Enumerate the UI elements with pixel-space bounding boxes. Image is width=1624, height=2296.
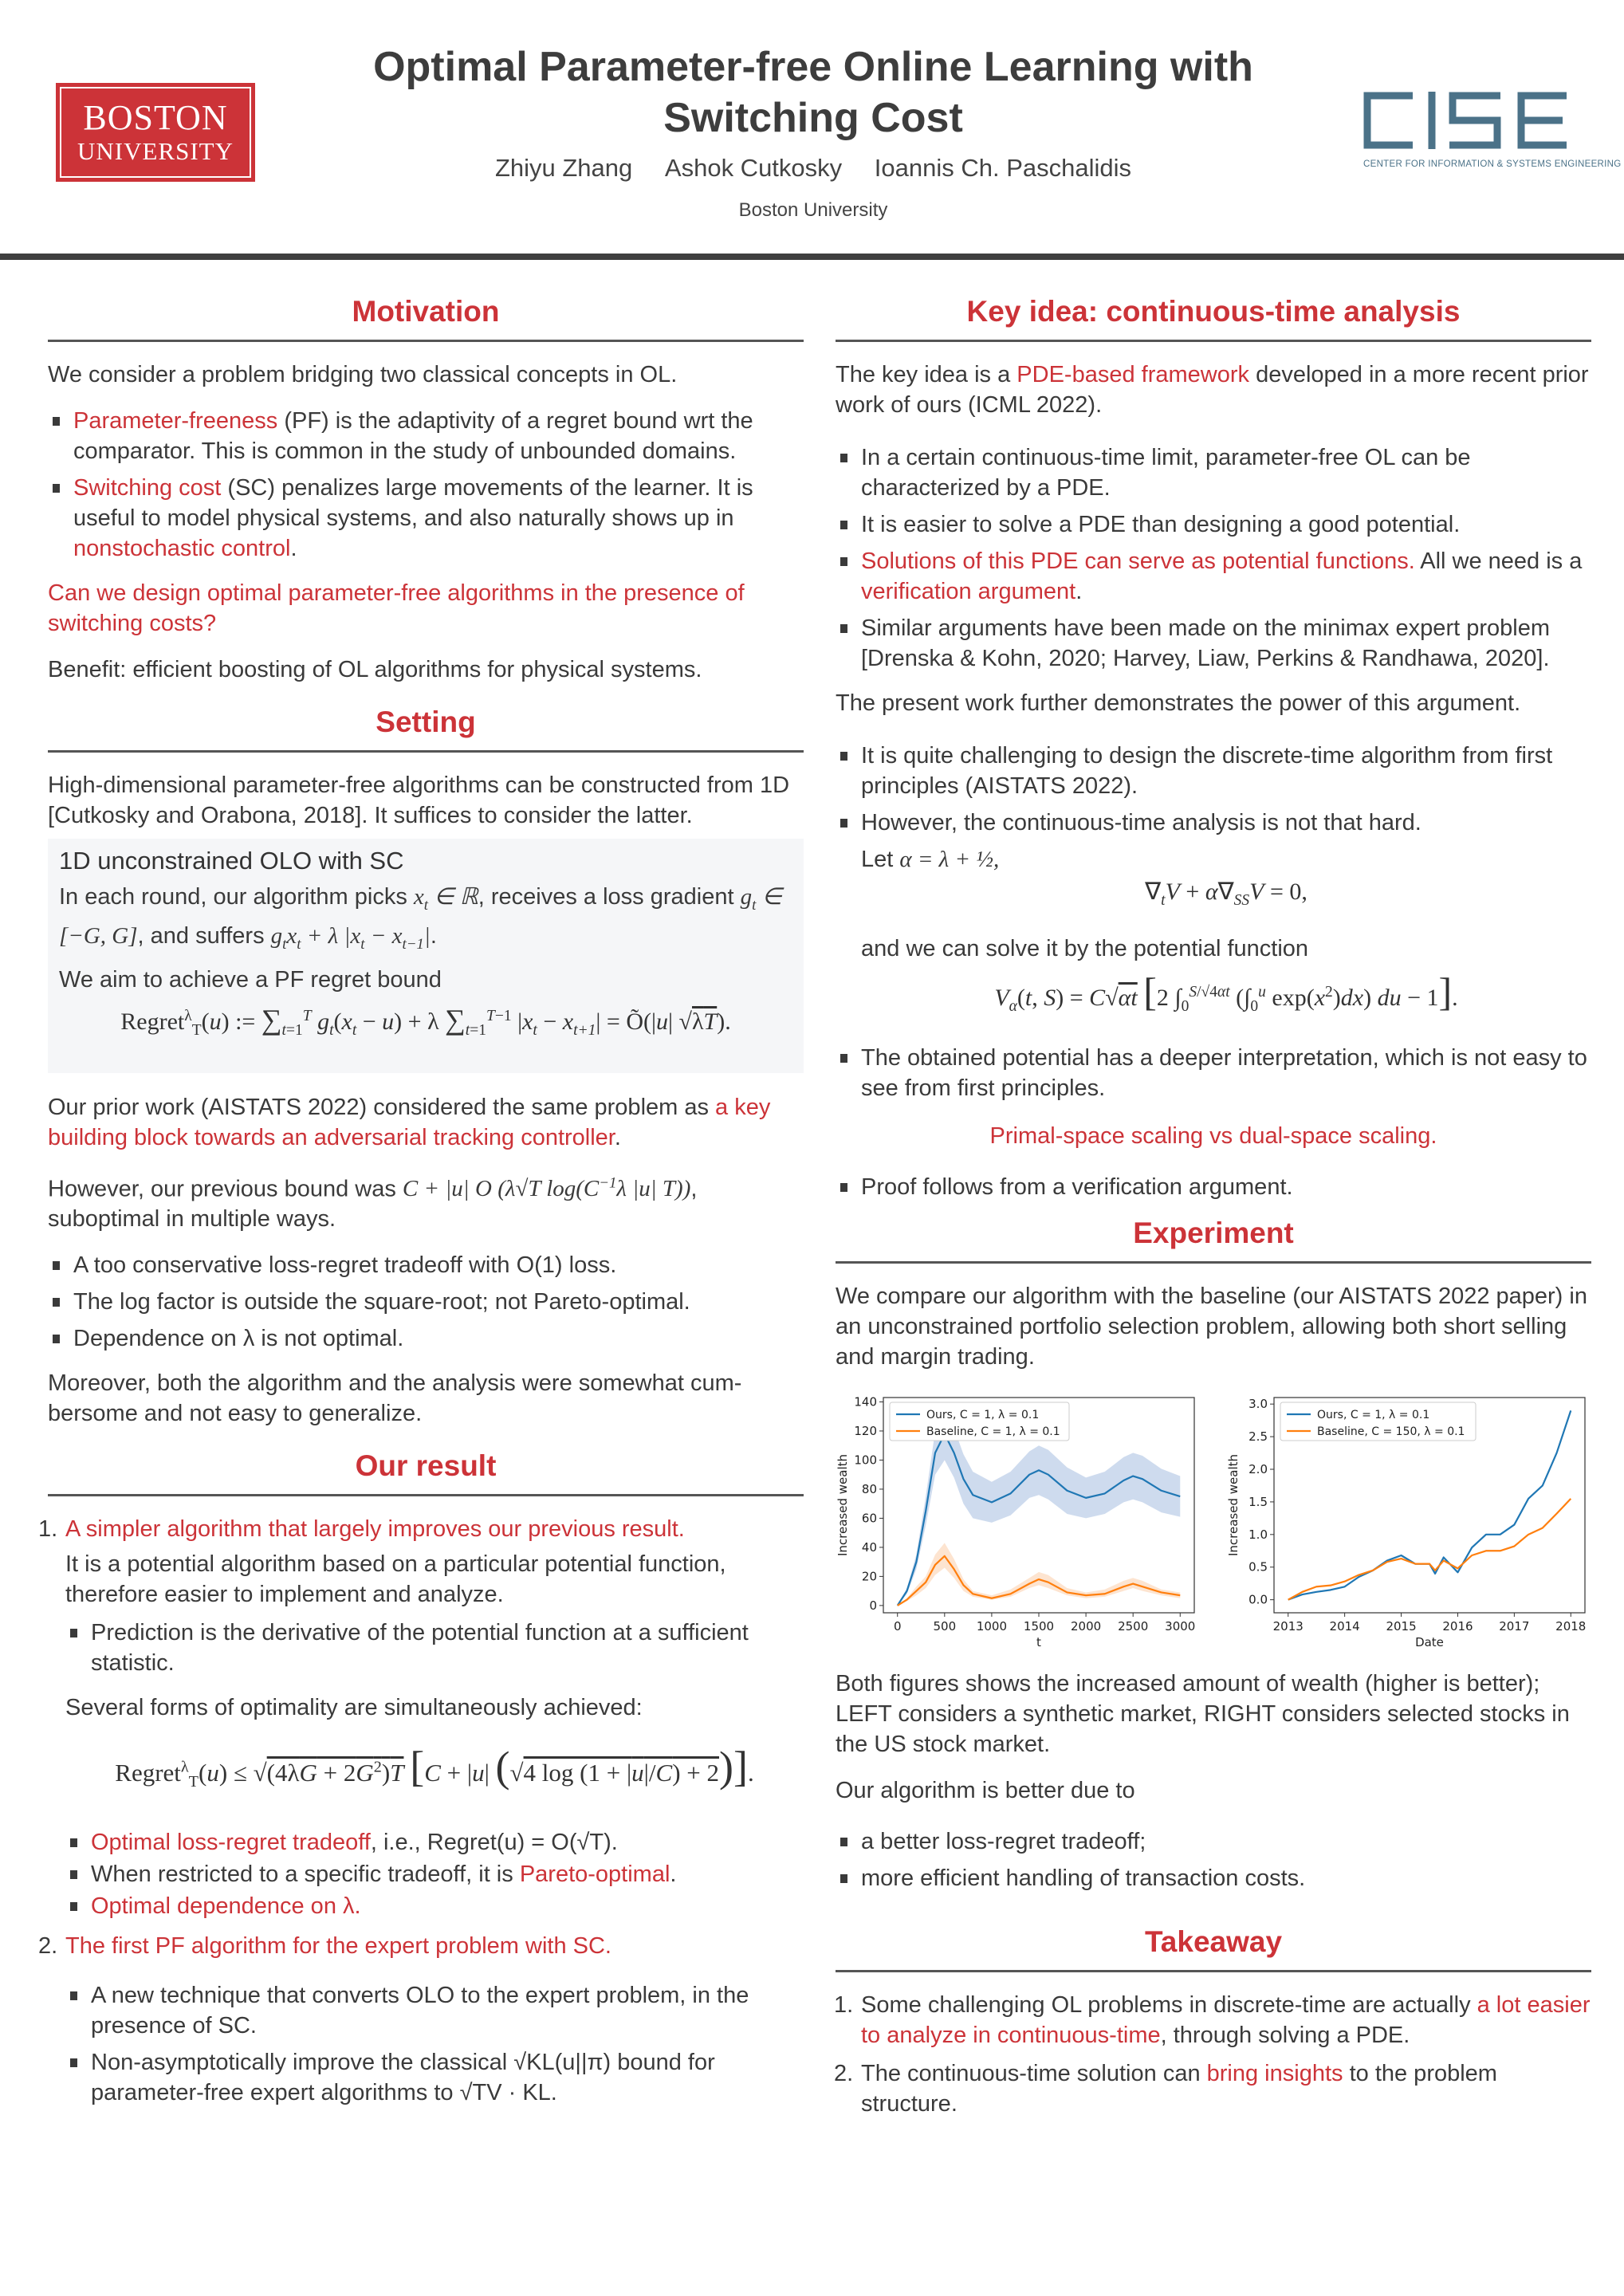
result-item-title: A simpler algorithm that largely improves our previous result. (65, 1516, 685, 1543)
x-tick-label: 2000 (1070, 1619, 1102, 1634)
y-tick-label: 140 (854, 1394, 877, 1409)
takeaway-list (834, 1990, 1591, 2119)
list-item: Solutions of this PDE can serve as potential functions. All we need is a verification argument. (836, 546, 1591, 607)
motivation-section (48, 295, 804, 685)
expert-bullets (65, 1980, 804, 2108)
title-line2: Switching Cost (663, 95, 963, 141)
list-item: a better loss-regret tradeoff; (836, 1826, 1591, 1857)
author: Zhiyu Zhang (494, 154, 633, 182)
x-tick-label: 3000 (1165, 1619, 1196, 1634)
list-item: 2. The first PF algorithm for the expert problem with SC. A new technique that converts OLO to the expert problem, in the presence of SC. Non-asymptotically improve the classical √KL(u||π) bound for parameter-free expert algorithms to √TV · KL. (38, 1931, 804, 2108)
list-item: Optimal loss-regret tradeoff, i.e., Regret(u) = O(√T). (65, 1827, 804, 1858)
y-tick-label: 1.0 (1248, 1527, 1268, 1542)
author: Ioannis Ch. Paschalidis (874, 154, 1132, 182)
math-inline: C + |u| O (λ√T $\log(C^{-1}\lambda$ |u| T)) (402, 1174, 691, 1202)
series-line-1 (1288, 1499, 1571, 1600)
math-inline: $g_t$ ∈ [−G, G] (59, 884, 782, 949)
legend-label: Ours, C = 1, λ = 0.1 (926, 1409, 1040, 1421)
pde-derivation (836, 844, 1591, 1016)
chart-svg (1226, 1388, 1593, 1651)
list-item: In a certain continuous-time limit, parameter-free OL can be characterized by a PDE. (836, 442, 1591, 503)
y-tick-label: 20 (861, 1569, 877, 1584)
x-tick-label: 0 (893, 1619, 902, 1634)
list-item: Proof follows from a verification argument. (836, 1172, 1591, 1202)
list-item: Parameter-freeness (PF) is the adaptivity of a regret bound wrt the comparator. This is common in the study of unbounded domains. (48, 406, 804, 466)
x-axis-label: t (1036, 1635, 1041, 1649)
key-idea-bullets (836, 442, 1591, 674)
y-tick-label: 3.0 (1248, 1397, 1268, 1412)
stock-market-chart (1226, 1388, 1593, 1651)
section-title: Experiment (1133, 1217, 1294, 1249)
previous-bound-text: However, our previous bound was C + |u| O (λ√T $\log(C^{-1}\lambda$ |u| T)), suboptimal in multiple ways. (48, 1174, 698, 1233)
poster-title (271, 41, 1355, 144)
let-text: Let α = λ + ½, (861, 847, 1000, 872)
section-rule (48, 750, 804, 753)
x-tick-label: 2014 (1329, 1619, 1360, 1634)
right-column (836, 295, 1591, 2127)
y-tick-label: 2.0 (1248, 1462, 1268, 1476)
box-text: In each round, our algorithm picks $x_t$ ∈ ℝ, receives a loss gradient $g_t$ ∈ [−G, G], and suffers $g_tx_t + \lambda$ $|x_t - x_{t-1}|$. (59, 884, 782, 953)
cise-letters-icon (1363, 92, 1571, 149)
y-tick-label: 0.0 (1248, 1592, 1268, 1607)
list-item: A too conservative loss-regret tradeoff with O(1) loss. (48, 1250, 804, 1280)
experiment-section (836, 1217, 1591, 1893)
legend-label: Ours, C = 1, λ = 0.1 (1317, 1409, 1430, 1421)
section-rule (48, 340, 804, 342)
confidence-band-1 (898, 1543, 1181, 1605)
title-line1: Optimal Parameter-free Online Learning with (373, 44, 1253, 90)
optimality-bullets (65, 1827, 804, 1921)
y-tick-label: 100 (854, 1453, 877, 1468)
section-title: Takeaway (1144, 1925, 1283, 1958)
solve-text: and we can solve it by the potential function (861, 936, 1309, 961)
regret-definition-equation: Regret$^\lambda_T$(u) := $\sum_{t=1}^T$ $g_t(x_t - u) + \lambda$ $\sum_{t=1}^{T-1}$ $|x_t - x_{t+1}|$ = Õ(|u| √λT). (120, 1003, 731, 1039)
result-item-text: Several forms of optimality are simultaneously achieved: (65, 1695, 643, 1721)
section-title: Key idea: continuous-time analysis (966, 295, 1461, 328)
analysis-bullets (836, 741, 1591, 838)
y-tick-label: 1.5 (1248, 1494, 1268, 1509)
legend-label: Baseline, C = 150, λ = 0.1 (1317, 1425, 1465, 1438)
suboptimality-bullets (48, 1250, 804, 1354)
y-tick-label: 40 (861, 1539, 877, 1555)
list-item: more efficient handling of transaction costs. (836, 1863, 1591, 1893)
list-item: It is easier to solve a PDE than designing a good potential. (836, 509, 1591, 540)
author: Ashok Cutkosky (664, 154, 843, 182)
section-rule (836, 1970, 1591, 1972)
header-divider (0, 254, 1624, 260)
section-title: Our result (355, 1449, 497, 1483)
boston-university-logo (56, 83, 255, 182)
section-rule (836, 340, 1591, 342)
list-item: 1. A simpler algorithm that largely improves our previous result. It is a potential algorithm based on a particular potential function, therefore easier to implement and analyze. Prediction is the derivative of the potential function at a sufficient statistic. Several forms of optimality are simultaneously achieved: Regret$^\lambda_T$(u) ≤ $√(4\lambda G + 2G^2)T$ [C + |u| (√4 log (1 + |u|/C) + 2)]. Optimal loss-regret tradeoff, i.e., Regret(u) = O(√T). When restricted to a specific tradeoff, it is Pareto-optimal. Optimal dependence on λ. (38, 1514, 804, 1921)
x-axis-label: Date (1415, 1635, 1444, 1649)
setting-section (48, 706, 804, 1429)
y-tick-label: 120 (854, 1423, 877, 1438)
motivation-bullets (48, 406, 804, 564)
y-tick-label: 60 (861, 1511, 877, 1526)
interpretation-bullets (836, 1043, 1591, 1103)
problem-definition-box (48, 839, 804, 1073)
list-item: Non-asymptotically improve the classical √KL(u||π) bound for parameter-free expert algorithms to √TV · KL. (65, 2047, 804, 2108)
section-rule (836, 1261, 1591, 1264)
experiment-explanation: Both figures shows the increased amount of wealth (higher is better); LEFT considers a synthetic market, RIGHT considers selected stocks in the US stock market. (836, 1671, 1570, 1757)
x-tick-label: 2015 (1386, 1619, 1417, 1634)
prior-work-text: Our prior work (AISTATS 2022) considered the same problem as a key building block towards an adversarial tracking controller. (48, 1094, 771, 1150)
result-section (38, 1449, 804, 2108)
potential-function-equation: $V_\alpha(t$, S) = C√αt [2 $\int_0^{S/√4\alpha t}$ ($\int_0^u$ $\exp(x^2)dx$) du − 1]. (994, 969, 1458, 1015)
better-due-to: Our algorithm is better due to (836, 1778, 1135, 1803)
section-title: Motivation (352, 295, 500, 328)
list-item: Dependence on λ is not optimal. (48, 1323, 804, 1354)
experiment-charts (836, 1388, 1591, 1651)
present-work-text: The present work further demonstrates the power of this argument. (836, 690, 1521, 716)
poster-header (0, 0, 1624, 255)
result-sub-bullets (65, 1618, 804, 1678)
synthetic-market-chart (836, 1388, 1202, 1651)
cise-logo (1363, 92, 1622, 179)
math-inline: α = λ + ½, (899, 847, 1000, 872)
result-item-title: The first PF algorithm for the expert problem with SC. (65, 1933, 611, 1960)
authors (271, 154, 1355, 183)
cise-caption: CENTER FOR INFORMATION & SYSTEMS ENGINEERING (1363, 159, 1622, 169)
math-inline: $x_t$ ∈ ℝ (413, 884, 478, 914)
proof-bullets (836, 1172, 1591, 1202)
list-item: 2. The continuous-time solution can bring insights to the problem structure. (834, 2061, 1497, 2117)
list-item: The obtained potential has a deeper interpretation, which is not easy to see from first principles. (836, 1043, 1591, 1103)
list-item: However, the continuous-time analysis is not that hard. (836, 808, 1591, 838)
x-tick-label: 500 (933, 1619, 957, 1634)
list-item: When restricted to a specific tradeoff, it is Pareto-optimal. (65, 1859, 804, 1889)
benefit-text: Benefit: efficient boosting of OL algorithms for physical systems. (48, 657, 702, 682)
takeaway-section (836, 1925, 1591, 2119)
result-list (38, 1514, 804, 2108)
list-item: 1. Some challenging OL problems in discrete-time are actually a lot easier to analyze in continuous-time, through solving a PDE. (834, 1992, 1591, 2048)
section-rule (48, 1494, 804, 1496)
moreover-text: Moreover, both the algorithm and the analysis were somewhat cum-bersome and not easy to generalize. (48, 1370, 742, 1427)
list-item: Switching cost (SC) penalizes large movements of the learner. It is useful to model physical systems, and also naturally shows up in nonstochastic control. (48, 473, 804, 564)
legend-label: Baseline, C = 1, λ = 0.1 (926, 1425, 1060, 1438)
key-idea-intro: The key idea is a PDE-based framework developed in a more recent prior work of ours (ICML 2022). (836, 362, 1589, 418)
experiment-bullets (836, 1826, 1591, 1893)
key-idea-section (836, 295, 1591, 1202)
affiliation: Boston University (738, 199, 888, 221)
setting-intro: High-dimensional parameter-free algorithms can be constructed from 1D [Cutkosky and Orabona, 2018]. It suffices to consider the latter. (48, 773, 790, 828)
bu-logo-line2: UNIVERSITY (77, 137, 234, 165)
section-title: Setting (376, 706, 476, 738)
x-tick-label: 2018 (1555, 1619, 1587, 1634)
list-item: It is quite challenging to design the discrete-time algorithm from first principles (AISTATS 2022). (836, 741, 1591, 801)
list-item: The log factor is outside the square-root; not Pareto-optimal. (48, 1287, 804, 1317)
math-inline: $g_tx_t + \lambda$ $|x_t - x_{t-1}|$ (270, 922, 431, 953)
list-item: Similar arguments have been made on the minimax expert problem [Drenska & Kohn, 2020; Harvey, Liaw, Perkins & Randhawa, 2020]. (836, 613, 1591, 674)
y-tick-label: 2.5 (1248, 1429, 1268, 1445)
list-item: Prediction is the derivative of the potential function at a sufficient statistic. (65, 1618, 804, 1678)
x-tick-label: 2500 (1118, 1619, 1149, 1634)
list-item: A new technique that converts OLO to the expert problem, in the presence of SC. (65, 1980, 804, 2041)
x-tick-label: 2017 (1499, 1619, 1530, 1634)
x-tick-label: 1000 (976, 1619, 1008, 1634)
scaling-remark: Primal-space scaling vs dual-space scaling. (989, 1123, 1437, 1149)
list-item: Optimal dependence on λ. (65, 1891, 804, 1921)
box-text: We aim to achieve a PF regret bound (59, 966, 442, 993)
left-column (38, 295, 804, 2122)
y-tick-label: 80 (861, 1481, 877, 1496)
y-tick-label: 0.5 (1248, 1559, 1268, 1575)
regret-bound-equation: Regret$^\lambda_T$(u) ≤ $√(4\lambda G + 2G^2)T$ [C + |u| (√4 log (1 + |u|/C) + 2)]. (115, 1743, 754, 1791)
y-axis-label: Increased wealth (836, 1453, 850, 1557)
x-tick-label: 2016 (1442, 1619, 1473, 1634)
experiment-intro: We compare our algorithm with the baseline (our AISTATS 2022 paper) in an unconstrained portfolio selection problem, allowing both short selling and margin trading. (836, 1284, 1587, 1370)
y-axis-label: Increased wealth (1226, 1453, 1241, 1557)
y-tick-label: 0 (869, 1598, 877, 1613)
box-title: 1D unconstrained OLO with SC (59, 847, 404, 875)
x-tick-label: 1500 (1023, 1619, 1055, 1634)
result-item-text: It is a potential algorithm based on a particular potential function, therefore easier to implement and analyze. (65, 1551, 726, 1608)
pde-equation: $\nabla_tV + \alpha\nabla_{SS}V = 0$, (1145, 879, 1307, 909)
chart-svg (836, 1388, 1202, 1651)
motivation-intro: We consider a problem bridging two classical concepts in OL. (48, 362, 678, 387)
research-question: Can we design optimal parameter-free algorithms in the presence of switching costs? (48, 580, 745, 636)
x-tick-label: 2013 (1272, 1619, 1304, 1634)
bu-logo-line1: BOSTON (83, 98, 228, 137)
